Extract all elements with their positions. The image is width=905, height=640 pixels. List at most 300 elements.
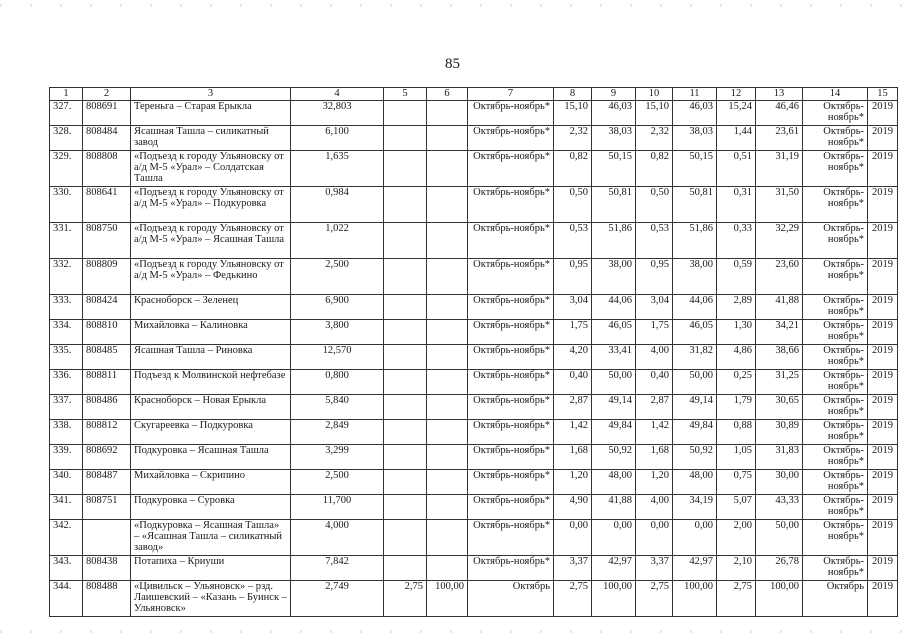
row-number-cell: 342. bbox=[50, 520, 83, 556]
period-cell: Октябрь-ноябрь* bbox=[468, 470, 554, 495]
col-13-cell: 41,88 bbox=[756, 295, 803, 320]
col-6-cell bbox=[427, 259, 468, 295]
table-row bbox=[50, 223, 898, 259]
year-cell: 2019 bbox=[868, 151, 898, 187]
col-11-cell: 50,00 bbox=[673, 370, 717, 395]
col-6-cell bbox=[427, 370, 468, 395]
col-6-cell bbox=[427, 445, 468, 470]
year-cell: 2019 bbox=[868, 320, 898, 345]
col-13-cell: 38,66 bbox=[756, 345, 803, 370]
length-cell: 6,100 bbox=[291, 126, 384, 151]
road-name-cell: Михайловка – Калиновка bbox=[131, 320, 291, 345]
col-6-cell bbox=[427, 556, 468, 581]
col-12-cell: 0,88 bbox=[717, 420, 756, 445]
col-8-cell: 1,75 bbox=[554, 320, 592, 345]
length-cell: 2,849 bbox=[291, 420, 384, 445]
period-2-cell: Октябрь-ноябрь* bbox=[803, 187, 868, 223]
period-cell: Октябрь-ноябрь* bbox=[468, 320, 554, 345]
period-cell: Октябрь-ноябрь* bbox=[468, 295, 554, 320]
col-11-cell: 50,15 bbox=[673, 151, 717, 187]
col-9-cell: 38,00 bbox=[592, 259, 636, 295]
col-10-cell: 3,04 bbox=[636, 295, 673, 320]
year-cell: 2019 bbox=[868, 495, 898, 520]
col-5-cell bbox=[384, 187, 427, 223]
table-row bbox=[50, 470, 898, 495]
col-6-cell bbox=[427, 320, 468, 345]
column-header-14: 14 bbox=[803, 88, 868, 101]
period-2-cell: Октябрь-ноябрь* bbox=[803, 101, 868, 126]
road-code-cell: 808488 bbox=[83, 581, 131, 617]
col-8-cell: 0,00 bbox=[554, 520, 592, 556]
col-5-cell bbox=[384, 495, 427, 520]
road-name-cell: «Подъезд к городу Ульяновску от а/д М-5 «Урал» – Солдатская Ташла bbox=[131, 151, 291, 187]
road-code-cell: 808691 bbox=[83, 101, 131, 126]
road-code-cell: 808438 bbox=[83, 556, 131, 581]
column-header-12: 12 bbox=[717, 88, 756, 101]
table-row bbox=[50, 320, 898, 345]
column-header-15: 15 bbox=[868, 88, 898, 101]
row-number-cell: 343. bbox=[50, 556, 83, 581]
col-11-cell: 42,97 bbox=[673, 556, 717, 581]
col-12-cell: 1,30 bbox=[717, 320, 756, 345]
col-8-cell: 4,90 bbox=[554, 495, 592, 520]
length-cell: 5,840 bbox=[291, 395, 384, 420]
col-13-cell: 30,89 bbox=[756, 420, 803, 445]
col-6-cell bbox=[427, 520, 468, 556]
road-name-cell: «Подъезд к городу Ульяновску от а/д М-5 «Урал» – Ясашная Ташла bbox=[131, 223, 291, 259]
length-cell: 4,000 bbox=[291, 520, 384, 556]
period-cell: Октябрь-ноябрь* bbox=[468, 259, 554, 295]
period-2-cell: Октябрь-ноябрь* bbox=[803, 470, 868, 495]
column-header-7: 7 bbox=[468, 88, 554, 101]
col-11-cell: 48,00 bbox=[673, 470, 717, 495]
period-2-cell: Октябрь-ноябрь* bbox=[803, 259, 868, 295]
col-8-cell: 2,75 bbox=[554, 581, 592, 617]
col-9-cell: 49,14 bbox=[592, 395, 636, 420]
col-8-cell: 0,53 bbox=[554, 223, 592, 259]
length-cell: 11,700 bbox=[291, 495, 384, 520]
col-11-cell: 38,03 bbox=[673, 126, 717, 151]
length-cell: 3,299 bbox=[291, 445, 384, 470]
col-6-cell bbox=[427, 420, 468, 445]
col-12-cell: 0,31 bbox=[717, 187, 756, 223]
table-row bbox=[50, 495, 898, 520]
length-cell: 0,984 bbox=[291, 187, 384, 223]
col-8-cell: 2,87 bbox=[554, 395, 592, 420]
col-8-cell: 0,95 bbox=[554, 259, 592, 295]
period-2-cell: Октябрь bbox=[803, 581, 868, 617]
col-8-cell: 1,20 bbox=[554, 470, 592, 495]
col-12-cell: 15,24 bbox=[717, 101, 756, 126]
col-11-cell: 38,00 bbox=[673, 259, 717, 295]
length-cell: 0,800 bbox=[291, 370, 384, 395]
period-cell: Октябрь-ноябрь* bbox=[468, 187, 554, 223]
table-row bbox=[50, 345, 898, 370]
period-cell: Октябрь-ноябрь* bbox=[468, 556, 554, 581]
col-9-cell: 46,03 bbox=[592, 101, 636, 126]
col-13-cell: 50,00 bbox=[756, 520, 803, 556]
col-12-cell: 2,89 bbox=[717, 295, 756, 320]
col-10-cell: 2,75 bbox=[636, 581, 673, 617]
period-2-cell: Октябрь-ноябрь* bbox=[803, 420, 868, 445]
col-11-cell: 100,00 bbox=[673, 581, 717, 617]
col-13-cell: 46,46 bbox=[756, 101, 803, 126]
table-row bbox=[50, 259, 898, 295]
row-number-cell: 336. bbox=[50, 370, 83, 395]
col-12-cell: 5,07 bbox=[717, 495, 756, 520]
col-12-cell: 0,25 bbox=[717, 370, 756, 395]
period-cell: Октябрь-ноябрь* bbox=[468, 395, 554, 420]
col-6-cell bbox=[427, 151, 468, 187]
col-10-cell: 0,50 bbox=[636, 187, 673, 223]
col-12-cell: 1,79 bbox=[717, 395, 756, 420]
col-10-cell: 3,37 bbox=[636, 556, 673, 581]
page-number: 85 bbox=[445, 56, 460, 72]
col-12-cell: 0,33 bbox=[717, 223, 756, 259]
year-cell: 2019 bbox=[868, 223, 898, 259]
col-8-cell: 3,04 bbox=[554, 295, 592, 320]
table-row bbox=[50, 520, 898, 556]
col-11-cell: 49,84 bbox=[673, 420, 717, 445]
col-11-cell: 50,81 bbox=[673, 187, 717, 223]
road-code-cell: 808486 bbox=[83, 395, 131, 420]
col-9-cell: 38,03 bbox=[592, 126, 636, 151]
period-2-cell: Октябрь-ноябрь* bbox=[803, 520, 868, 556]
col-13-cell: 31,25 bbox=[756, 370, 803, 395]
column-header-8: 8 bbox=[554, 88, 592, 101]
road-code-cell: 808750 bbox=[83, 223, 131, 259]
col-9-cell: 44,06 bbox=[592, 295, 636, 320]
col-13-cell: 26,78 bbox=[756, 556, 803, 581]
year-cell: 2019 bbox=[868, 581, 898, 617]
col-11-cell: 44,06 bbox=[673, 295, 717, 320]
column-header-9: 9 bbox=[592, 88, 636, 101]
col-5-cell bbox=[384, 223, 427, 259]
road-name-cell: Ясашная Ташла – силикатный завод bbox=[131, 126, 291, 151]
road-code-cell: 808485 bbox=[83, 345, 131, 370]
col-9-cell: 33,41 bbox=[592, 345, 636, 370]
col-9-cell: 50,92 bbox=[592, 445, 636, 470]
col-13-cell: 31,50 bbox=[756, 187, 803, 223]
col-6-cell bbox=[427, 395, 468, 420]
col-13-cell: 30,65 bbox=[756, 395, 803, 420]
road-name-cell: Подкуровка – Суровка bbox=[131, 495, 291, 520]
year-cell: 2019 bbox=[868, 370, 898, 395]
col-10-cell: 1,75 bbox=[636, 320, 673, 345]
year-cell: 2019 bbox=[868, 420, 898, 445]
col-13-cell: 23,60 bbox=[756, 259, 803, 295]
length-cell: 2,500 bbox=[291, 259, 384, 295]
col-9-cell: 50,15 bbox=[592, 151, 636, 187]
col-6-cell bbox=[427, 345, 468, 370]
period-cell: Октябрь-ноябрь* bbox=[468, 420, 554, 445]
table-row bbox=[50, 295, 898, 320]
scan-noise-top bbox=[0, 4, 905, 7]
road-code-cell: 808424 bbox=[83, 295, 131, 320]
road-code-cell: 808812 bbox=[83, 420, 131, 445]
road-name-cell: «Подъезд к городу Ульяновску от а/д М-5 «Урал» – Подкуровка bbox=[131, 187, 291, 223]
period-2-cell: Октябрь-ноябрь* bbox=[803, 395, 868, 420]
col-11-cell: 31,82 bbox=[673, 345, 717, 370]
road-name-cell: Красноборск – Новая Ерыкла bbox=[131, 395, 291, 420]
col-9-cell: 48,00 bbox=[592, 470, 636, 495]
period-2-cell: Октябрь-ноябрь* bbox=[803, 320, 868, 345]
col-10-cell: 0,53 bbox=[636, 223, 673, 259]
table-row bbox=[50, 445, 898, 470]
table-row bbox=[50, 370, 898, 395]
col-13-cell: 34,21 bbox=[756, 320, 803, 345]
column-header-13: 13 bbox=[756, 88, 803, 101]
col-5-cell bbox=[384, 126, 427, 151]
col-12-cell: 0,59 bbox=[717, 259, 756, 295]
col-13-cell: 100,00 bbox=[756, 581, 803, 617]
col-13-cell: 32,29 bbox=[756, 223, 803, 259]
col-6-cell bbox=[427, 470, 468, 495]
table-row bbox=[50, 187, 898, 223]
road-name-cell: Ясашная Ташла – Риновка bbox=[131, 345, 291, 370]
year-cell: 2019 bbox=[868, 520, 898, 556]
table-row bbox=[50, 101, 898, 126]
col-11-cell: 51,86 bbox=[673, 223, 717, 259]
road-code-cell: 808809 bbox=[83, 259, 131, 295]
col-12-cell: 1,44 bbox=[717, 126, 756, 151]
column-header-4: 4 bbox=[291, 88, 384, 101]
col-5-cell bbox=[384, 520, 427, 556]
row-number-cell: 339. bbox=[50, 445, 83, 470]
year-cell: 2019 bbox=[868, 445, 898, 470]
road-code-cell: 808692 bbox=[83, 445, 131, 470]
year-cell: 2019 bbox=[868, 101, 898, 126]
period-2-cell: Октябрь-ноябрь* bbox=[803, 556, 868, 581]
col-8-cell: 2,32 bbox=[554, 126, 592, 151]
col-12-cell: 2,10 bbox=[717, 556, 756, 581]
col-8-cell: 15,10 bbox=[554, 101, 592, 126]
length-cell: 1,635 bbox=[291, 151, 384, 187]
road-name-cell: Подъезд к Молвинской нефтебазе bbox=[131, 370, 291, 395]
column-header-10: 10 bbox=[636, 88, 673, 101]
col-5-cell bbox=[384, 320, 427, 345]
col-9-cell: 41,88 bbox=[592, 495, 636, 520]
col-10-cell: 0,95 bbox=[636, 259, 673, 295]
row-number-cell: 341. bbox=[50, 495, 83, 520]
road-code-cell: 808487 bbox=[83, 470, 131, 495]
col-12-cell: 0,75 bbox=[717, 470, 756, 495]
period-2-cell: Октябрь-ноябрь* bbox=[803, 223, 868, 259]
col-11-cell: 34,19 bbox=[673, 495, 717, 520]
col-8-cell: 1,42 bbox=[554, 420, 592, 445]
col-5-cell bbox=[384, 395, 427, 420]
column-header-5: 5 bbox=[384, 88, 427, 101]
row-number-cell: 338. bbox=[50, 420, 83, 445]
col-10-cell: 2,32 bbox=[636, 126, 673, 151]
length-cell: 3,800 bbox=[291, 320, 384, 345]
row-number-cell: 327. bbox=[50, 101, 83, 126]
year-cell: 2019 bbox=[868, 556, 898, 581]
row-number-cell: 344. bbox=[50, 581, 83, 617]
road-name-cell: «Подкуровка – Ясашная Ташла» – «Ясашная Ташла – силикатный завод» bbox=[131, 520, 291, 556]
col-10-cell: 0,82 bbox=[636, 151, 673, 187]
col-10-cell: 0,00 bbox=[636, 520, 673, 556]
col-5-cell bbox=[384, 470, 427, 495]
year-cell: 2019 bbox=[868, 187, 898, 223]
col-8-cell: 3,37 bbox=[554, 556, 592, 581]
period-2-cell: Октябрь-ноябрь* bbox=[803, 495, 868, 520]
table-row bbox=[50, 420, 898, 445]
col-12-cell: 4,86 bbox=[717, 345, 756, 370]
roads-table bbox=[49, 87, 898, 617]
col-9-cell: 42,97 bbox=[592, 556, 636, 581]
col-10-cell: 4,00 bbox=[636, 345, 673, 370]
road-name-cell: Тереньга – Старая Ерыкла bbox=[131, 101, 291, 126]
col-12-cell: 0,51 bbox=[717, 151, 756, 187]
column-number-row bbox=[50, 88, 898, 101]
table-row bbox=[50, 395, 898, 420]
row-number-cell: 328. bbox=[50, 126, 83, 151]
year-cell: 2019 bbox=[868, 470, 898, 495]
col-8-cell: 0,82 bbox=[554, 151, 592, 187]
col-11-cell: 50,92 bbox=[673, 445, 717, 470]
col-6-cell bbox=[427, 187, 468, 223]
col-6-cell bbox=[427, 101, 468, 126]
col-13-cell: 43,33 bbox=[756, 495, 803, 520]
period-cell: Октябрь-ноябрь* bbox=[468, 345, 554, 370]
road-name-cell: Подкуровка – Ясашная Ташла bbox=[131, 445, 291, 470]
period-2-cell: Октябрь-ноябрь* bbox=[803, 151, 868, 187]
road-name-cell: «Подъезд к городу Ульяновску от а/д М-5 «Урал» – Федькино bbox=[131, 259, 291, 295]
table-row bbox=[50, 151, 898, 187]
year-cell: 2019 bbox=[868, 395, 898, 420]
road-code-cell: 808641 bbox=[83, 187, 131, 223]
period-cell: Октябрь-ноябрь* bbox=[468, 495, 554, 520]
period-cell: Октябрь-ноябрь* bbox=[468, 101, 554, 126]
road-name-cell: Михайловка – Скрипино bbox=[131, 470, 291, 495]
period-cell: Октябрь-ноябрь* bbox=[468, 151, 554, 187]
road-name-cell: Потапиха – Криуши bbox=[131, 556, 291, 581]
row-number-cell: 332. bbox=[50, 259, 83, 295]
length-cell: 1,022 bbox=[291, 223, 384, 259]
col-8-cell: 0,40 bbox=[554, 370, 592, 395]
col-10-cell: 15,10 bbox=[636, 101, 673, 126]
length-cell: 2,749 bbox=[291, 581, 384, 617]
length-cell: 2,500 bbox=[291, 470, 384, 495]
period-cell: Октябрь-ноябрь* bbox=[468, 370, 554, 395]
col-9-cell: 46,05 bbox=[592, 320, 636, 345]
col-9-cell: 50,00 bbox=[592, 370, 636, 395]
road-name-cell: Красноборск – Зеленец bbox=[131, 295, 291, 320]
col-8-cell: 1,68 bbox=[554, 445, 592, 470]
period-cell: Октябрь-ноябрь* bbox=[468, 223, 554, 259]
col-9-cell: 0,00 bbox=[592, 520, 636, 556]
road-name-cell: «Цивильск – Ульяновск» – рзд. Лаишевский – «Казань – Буинск – Ульяновск» bbox=[131, 581, 291, 617]
row-number-cell: 330. bbox=[50, 187, 83, 223]
scan-noise-bottom bbox=[0, 630, 905, 633]
period-cell: Октябрь-ноябрь* bbox=[468, 445, 554, 470]
col-13-cell: 31,19 bbox=[756, 151, 803, 187]
col-6-cell bbox=[427, 295, 468, 320]
road-code-cell: 808810 bbox=[83, 320, 131, 345]
row-number-cell: 329. bbox=[50, 151, 83, 187]
year-cell: 2019 bbox=[868, 126, 898, 151]
table-row bbox=[50, 126, 898, 151]
row-number-cell: 331. bbox=[50, 223, 83, 259]
row-number-cell: 333. bbox=[50, 295, 83, 320]
col-5-cell bbox=[384, 295, 427, 320]
row-number-cell: 340. bbox=[50, 470, 83, 495]
column-header-1: 1 bbox=[50, 88, 83, 101]
period-2-cell: Октябрь-ноябрь* bbox=[803, 126, 868, 151]
length-cell: 6,900 bbox=[291, 295, 384, 320]
road-code-cell: 808808 bbox=[83, 151, 131, 187]
col-11-cell: 46,05 bbox=[673, 320, 717, 345]
col-6-cell bbox=[427, 223, 468, 259]
column-header-2: 2 bbox=[83, 88, 131, 101]
col-9-cell: 100,00 bbox=[592, 581, 636, 617]
col-13-cell: 23,61 bbox=[756, 126, 803, 151]
col-8-cell: 4,20 bbox=[554, 345, 592, 370]
year-cell: 2019 bbox=[868, 295, 898, 320]
col-10-cell: 0,40 bbox=[636, 370, 673, 395]
col-12-cell: 1,05 bbox=[717, 445, 756, 470]
col-8-cell: 0,50 bbox=[554, 187, 592, 223]
col-10-cell: 2,87 bbox=[636, 395, 673, 420]
col-10-cell: 1,68 bbox=[636, 445, 673, 470]
column-header-3: 3 bbox=[131, 88, 291, 101]
column-header-11: 11 bbox=[673, 88, 717, 101]
col-11-cell: 46,03 bbox=[673, 101, 717, 126]
col-5-cell bbox=[384, 101, 427, 126]
row-number-cell: 334. bbox=[50, 320, 83, 345]
period-2-cell: Октябрь-ноябрь* bbox=[803, 445, 868, 470]
col-5-cell bbox=[384, 151, 427, 187]
row-number-cell: 335. bbox=[50, 345, 83, 370]
col-5-cell bbox=[384, 259, 427, 295]
length-cell: 12,570 bbox=[291, 345, 384, 370]
column-header-6: 6 bbox=[427, 88, 468, 101]
road-code-cell: 808484 bbox=[83, 126, 131, 151]
col-5-cell bbox=[384, 420, 427, 445]
col-5-cell bbox=[384, 556, 427, 581]
length-cell: 32,803 bbox=[291, 101, 384, 126]
table-row bbox=[50, 556, 898, 581]
col-6-cell bbox=[427, 495, 468, 520]
road-name-cell: Скугареевка – Подкуровка bbox=[131, 420, 291, 445]
length-cell: 7,842 bbox=[291, 556, 384, 581]
col-13-cell: 31,83 bbox=[756, 445, 803, 470]
col-13-cell: 30,00 bbox=[756, 470, 803, 495]
year-cell: 2019 bbox=[868, 345, 898, 370]
col-9-cell: 50,81 bbox=[592, 187, 636, 223]
col-11-cell: 49,14 bbox=[673, 395, 717, 420]
col-12-cell: 2,00 bbox=[717, 520, 756, 556]
col-10-cell: 1,20 bbox=[636, 470, 673, 495]
col-5-cell: 2,75 bbox=[384, 581, 427, 617]
col-10-cell: 4,00 bbox=[636, 495, 673, 520]
period-2-cell: Октябрь-ноябрь* bbox=[803, 345, 868, 370]
period-cell: Октябрь-ноябрь* bbox=[468, 520, 554, 556]
col-5-cell bbox=[384, 345, 427, 370]
period-2-cell: Октябрь-ноябрь* bbox=[803, 295, 868, 320]
col-6-cell bbox=[427, 126, 468, 151]
col-9-cell: 51,86 bbox=[592, 223, 636, 259]
road-code-cell bbox=[83, 520, 131, 556]
road-code-cell: 808751 bbox=[83, 495, 131, 520]
col-12-cell: 2,75 bbox=[717, 581, 756, 617]
col-5-cell bbox=[384, 370, 427, 395]
period-cell: Октябрь-ноябрь* bbox=[468, 126, 554, 151]
period-cell: Октябрь bbox=[468, 581, 554, 617]
col-10-cell: 1,42 bbox=[636, 420, 673, 445]
col-6-cell: 100,00 bbox=[427, 581, 468, 617]
